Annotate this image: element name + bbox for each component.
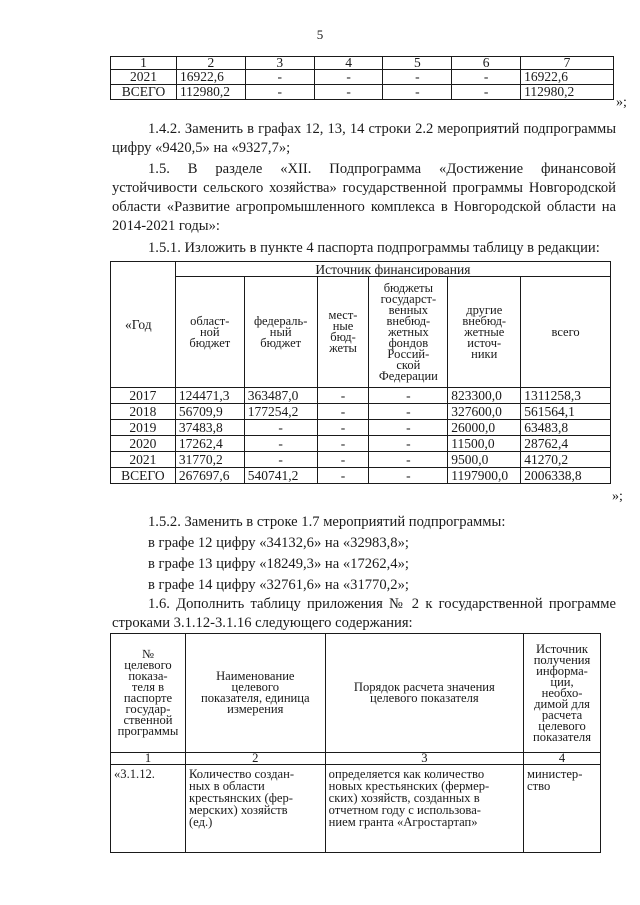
replace-line-2: в графе 13 цифру «18249,3» на «17262,4»; xyxy=(148,556,409,572)
table-cell: «3.1.12. xyxy=(111,765,186,853)
table-cell: ВСЕГО xyxy=(111,468,176,484)
table-cell: 37483,8 xyxy=(175,420,244,436)
t1-h6: 6 xyxy=(452,57,521,70)
col-oblast-budget: област- ной бюджет xyxy=(175,277,244,388)
table-cell: 16922,6 xyxy=(176,70,245,85)
table-cell: - xyxy=(383,85,452,100)
table-cell: 267697,6 xyxy=(175,468,244,484)
table-cell: 1197900,0 xyxy=(448,468,521,484)
table-2-closing: »; xyxy=(612,489,623,504)
table-cell: - xyxy=(369,436,448,452)
paragraph-1-4-2: 1.4.2. Заменить в графах 12, 13, 14 строки 2.2 мероприятий подпрограммы цифру «9420,5» на «9327,7»; xyxy=(112,121,616,156)
table-cell: 124471,3 xyxy=(175,388,244,404)
table-cell: 2006338,8 xyxy=(521,468,611,484)
table-cell: 11500,0 xyxy=(448,436,521,452)
table-cell: 2020 xyxy=(111,436,176,452)
table-cell: 63483,8 xyxy=(521,420,611,436)
col-state-offbudget-funds: бюджеты государст- венных внебюд- жетных фондов Россий- ской Федерации xyxy=(369,277,448,388)
table-cell: 327600,0 xyxy=(448,404,521,420)
table-cell: 41270,2 xyxy=(521,452,611,468)
paragraph-1-6: 1.6. Дополнить таблицу приложения № 2 к государственной программе строками 3.1.12-3.1.16 следующего содержания: xyxy=(112,596,616,631)
table-2 xyxy=(110,261,611,484)
t3-n4: 4 xyxy=(524,753,601,765)
table-cell: 26000,0 xyxy=(448,420,521,436)
t1-h7: 7 xyxy=(521,57,614,70)
table-cell: 112980,2 xyxy=(176,85,245,100)
table-cell: - xyxy=(369,404,448,420)
col-total: всего xyxy=(521,277,611,388)
table-cell: - xyxy=(317,388,369,404)
table-cell: - xyxy=(369,388,448,404)
table-row xyxy=(111,85,614,100)
table-cell: - xyxy=(369,452,448,468)
replace-line-3: в графе 14 цифру «32761,6» на «31770,2»; xyxy=(148,577,409,593)
table-cell: 112980,2 xyxy=(521,85,614,100)
table-cell: - xyxy=(369,420,448,436)
table-1-header xyxy=(111,57,614,70)
table-cell: - xyxy=(245,85,314,100)
t3-n1: 1 xyxy=(111,753,186,765)
table-row xyxy=(111,452,611,468)
t1-h4: 4 xyxy=(314,57,383,70)
table-3 xyxy=(110,633,601,853)
table-cell: 823300,0 xyxy=(448,388,521,404)
col-info-source: Источник получения информа- ции, необхо- димой для расчета целевого показателя xyxy=(524,634,601,753)
col-calculation-method: Порядок расчета значения целевого показателя xyxy=(325,634,523,753)
table-row xyxy=(111,436,611,452)
t3-n2: 2 xyxy=(185,753,325,765)
paragraph-1-5-2: 1.5.2. Заменить в строке 1.7 мероприятий подпрограммы: xyxy=(148,514,506,530)
source-header: Источник финансирования xyxy=(175,262,610,277)
paragraph-1-5-1: 1.5.1. Изложить в пункте 4 паспорта подпрограммы таблицу в редакции: xyxy=(148,240,600,256)
t1-h3: 3 xyxy=(245,57,314,70)
table-cell: 28762,4 xyxy=(521,436,611,452)
table-cell: 177254,2 xyxy=(244,404,317,420)
table-row xyxy=(111,468,611,484)
table-cell: определяется как количество новых крестьянских (фермер- ских) хозяйств, созданных в отчетном году с использова- нием гранта «Агростартап» xyxy=(325,765,523,853)
table-cell: - xyxy=(369,468,448,484)
table-cell: - xyxy=(244,420,317,436)
col-indicator-name: Наименование целевого показателя, единица измерения xyxy=(185,634,325,753)
page-number: 5 xyxy=(316,27,324,42)
table-1 xyxy=(110,56,614,100)
table-row xyxy=(111,420,611,436)
table-cell: - xyxy=(244,436,317,452)
table-cell: 561564,1 xyxy=(521,404,611,420)
table-cell: - xyxy=(314,70,383,85)
table-row xyxy=(111,765,601,853)
col-other-sources: другие внебюд- жетные источ- ники xyxy=(448,277,521,388)
table-1-closing: »; xyxy=(616,95,627,110)
table-cell: - xyxy=(452,85,521,100)
table-cell: 540741,2 xyxy=(244,468,317,484)
table-cell: - xyxy=(317,468,369,484)
table-cell: 2017 xyxy=(111,388,176,404)
table-row xyxy=(111,404,611,420)
table-cell: министер- ство xyxy=(524,765,601,853)
table-cell: - xyxy=(245,70,314,85)
table-cell: 2018 xyxy=(111,404,176,420)
t1-h2: 2 xyxy=(176,57,245,70)
table-cell: 16922,6 xyxy=(521,70,614,85)
table-cell: - xyxy=(317,420,369,436)
table-cell: 363487,0 xyxy=(244,388,317,404)
table-cell: 56709,9 xyxy=(175,404,244,420)
replace-line-1: в графе 12 цифру «34132,6» на «32983,8»; xyxy=(148,535,409,551)
col-local-budgets: мест- ные бюд- жеты xyxy=(317,277,369,388)
table-cell: ВСЕГО xyxy=(111,85,177,100)
table-cell: Количество создан- ных в области крестьянских (фер- мерских) хозяйств (ед.) xyxy=(185,765,325,853)
table-cell: - xyxy=(317,404,369,420)
year-header: «Год xyxy=(111,262,176,388)
table-cell: 17262,4 xyxy=(175,436,244,452)
table-row xyxy=(111,70,614,85)
table-cell: 1311258,3 xyxy=(521,388,611,404)
paragraph-1-5: 1.5. В разделе «XII. Подпрограмма «Достижение финансовой устойчивости сельского хозяйства» государственной программы Новгородской области «Развитие агропромышленного комплекса в Новгородской области на 2014-2021 годы»: xyxy=(112,161,616,234)
table-cell: 31770,2 xyxy=(175,452,244,468)
table-cell: 2021 xyxy=(111,70,177,85)
table-cell: - xyxy=(317,436,369,452)
table-cell: - xyxy=(314,85,383,100)
t3-n3: 3 xyxy=(325,753,523,765)
col-federal-budget: федераль- ный бюджет xyxy=(244,277,317,388)
table-cell: - xyxy=(317,452,369,468)
t1-h1: 1 xyxy=(111,57,177,70)
table-cell: - xyxy=(244,452,317,468)
table-cell: - xyxy=(383,70,452,85)
t1-h5: 5 xyxy=(383,57,452,70)
table-cell: 9500,0 xyxy=(448,452,521,468)
table-cell: - xyxy=(452,70,521,85)
table-cell: 2019 xyxy=(111,420,176,436)
table-cell: 2021 xyxy=(111,452,176,468)
table-row xyxy=(111,388,611,404)
col-indicator-number: № целевого показа- теля в паспорте государ- ственной программы xyxy=(111,634,186,753)
